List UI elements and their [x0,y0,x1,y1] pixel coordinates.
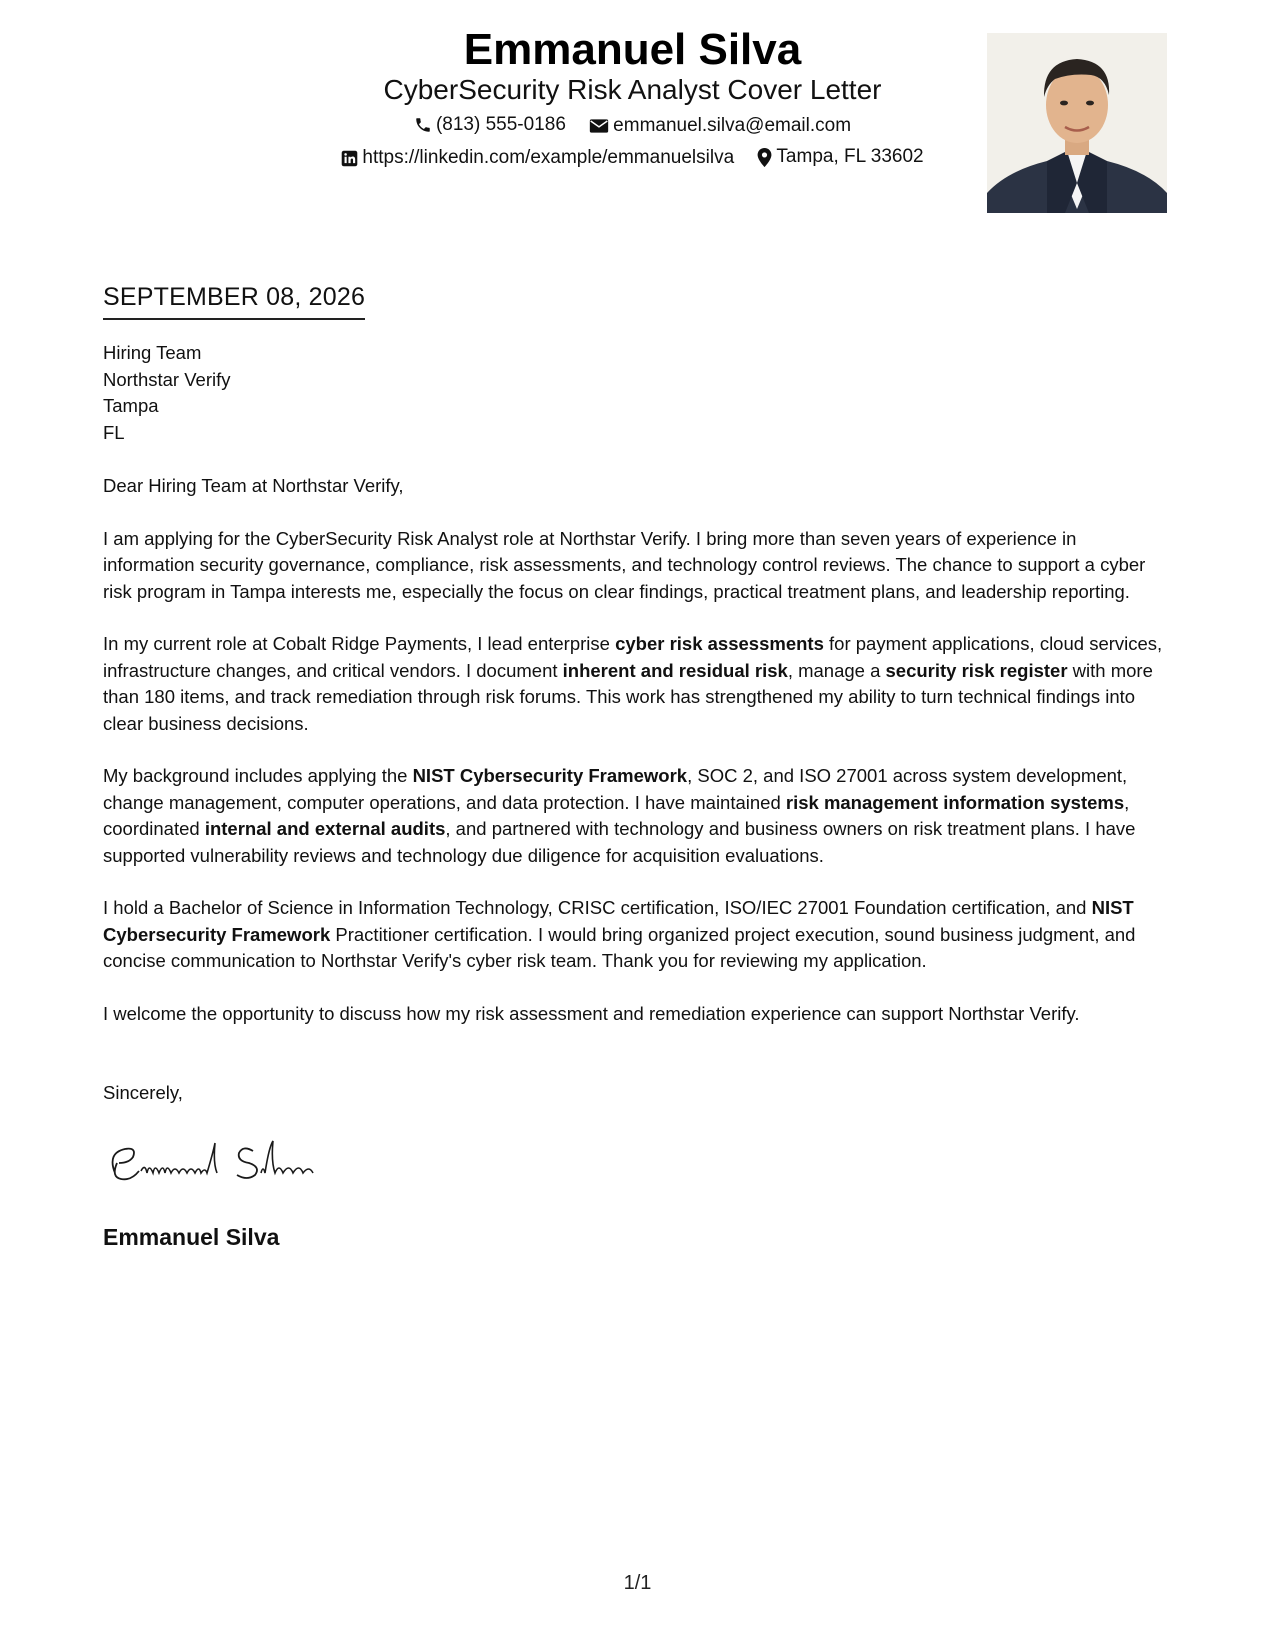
map-pin-icon [757,148,772,167]
email-contact[interactable] [589,113,851,139]
phone-contact[interactable] [414,112,566,138]
linkedin-url: https://linkedin.com/example/emmanuelsilva [362,147,735,168]
handwritten-signature [103,1133,363,1193]
recipient-block [103,340,231,446]
linkedin-icon [341,150,358,167]
paragraph-intro: I am applying for the CyberSecurity Risk Analyst role at Northstar Verify. I bring more than seven years of experience in information security governance, compliance, risk assessments, and technology control reviews. The chance to support a cyber risk program in Tampa interests me, especially the focus on clear findings, practical treatment plans, and leadership reporting. [103,527,1146,602]
linkedin-contact[interactable] [341,145,734,171]
paragraph-background: My background includes applying the NIST Cybersecurity Framework, SOC 2, and ISO 27001 across system development, change management, computer operations, and data protection. I have maintained risk management information systems, coordinated internal and external audits, and partnered with technology and business owners on risk treatment plans. I have supported vulnerability reviews and technology due diligence for acquisition evaluations. [103,765,1136,866]
closing-phrase: Sincerely, [103,1082,183,1103]
envelope-icon [589,118,609,134]
recipient-line: Northstar Verify [103,368,231,390]
letter-date: SEPTEMBER 08, 2026 [103,280,365,320]
email-address: emmanuel.silva@email.com [613,115,852,136]
phone-icon [414,116,432,134]
paragraph-closing: I welcome the opportunity to discuss how my risk assessment and remediation experience can support Northstar Verify. [103,1002,1080,1024]
typed-signature-name: Emmanuel Silva [103,1224,280,1250]
letter-body [103,473,1173,1053]
recipient-line: Tampa [103,395,159,416]
location-contact [757,144,923,170]
paragraph-education: I hold a Bachelor of Science in Information Technology, CRISC certification, ISO/IEC 27001 Foundation certification, and NIST Cybersecurity Framework Practitioner certification. I would bring organized project execution, sound business judgment, and concise communication to Northstar Verify's cyber risk team. Thank you for reviewing my application. [103,897,1136,971]
location-text: Tampa, FL 33602 [776,146,924,167]
paragraph-current-role: In my current role at Cobalt Ridge Payments, I lead enterprise cyber risk assessments for payment applications, cloud services, infrastructure changes, and critical vendors. I document inherent and residual risk, manage a security risk register with more than 180 items, and track remediation through risk forums. This work has strengthened my ability to turn technical findings into clear business decisions. [103,633,1163,734]
recipient-line: Hiring Team [103,342,202,363]
recipient-line: FL [103,421,125,443]
applicant-name: Emmanuel Silva [463,25,802,74]
letter-title: CyberSecurity Risk Analyst Cover Letter [383,74,882,105]
profile-photo [987,33,1167,213]
phone-number: (813) 555-0186 [435,114,566,135]
portrait-image [987,33,1167,213]
page-number: 1/1 [623,1572,652,1594]
salutation: Dear Hiring Team at Northstar Verify, [103,475,404,496]
